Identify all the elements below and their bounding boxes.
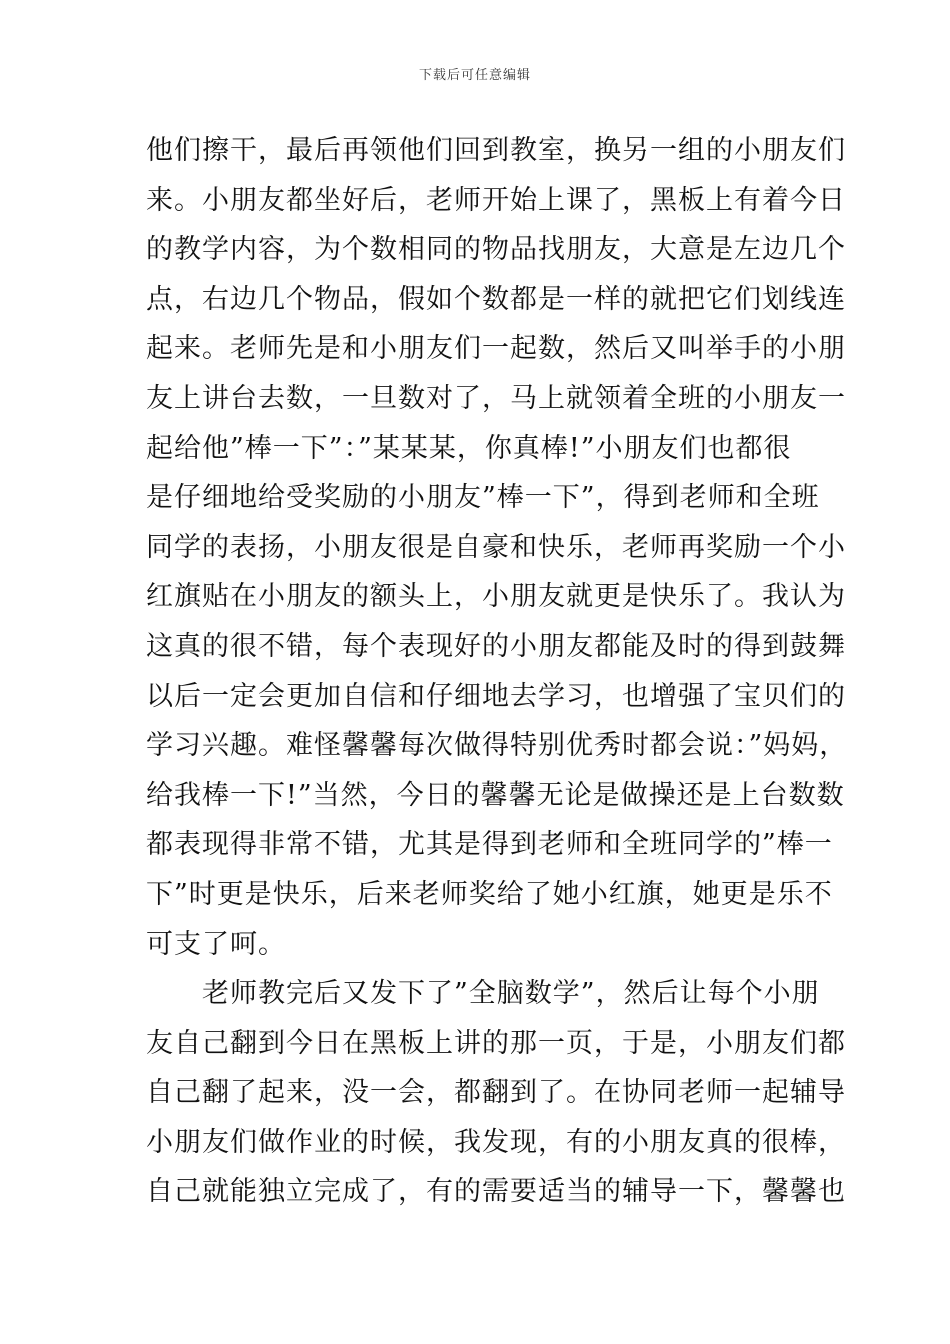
text-line: 友自己翻到今日在黑板上讲的那一页，于是，小朋友们都 <box>146 1027 846 1059</box>
text-line: 点，右边几个物品，假如个数都是一样的就把它们划线连 <box>146 283 846 315</box>
text-line: 学习兴趣。难怪馨馨每次做得特别优秀时都会说：”妈妈， <box>146 730 848 762</box>
text-line: 红旗贴在小朋友的额头上，小朋友就更是快乐了。我认为 <box>146 581 846 613</box>
text-line: 都表现得非常不错，尤其是得到老师和全班同学的”棒一 <box>146 829 833 861</box>
text-line: 小朋友们做作业的时候，我发现，有的小朋友真的很棒， <box>146 1126 846 1158</box>
text-line: 是仔细地给受奖励的小朋友”棒一下”，得到老师和全班 <box>146 482 820 514</box>
text-line: 的教学内容，为个数相同的物品找朋友，大意是左边几个 <box>146 234 846 266</box>
text-line: 这真的很不错，每个表现好的小朋友都能及时的得到鼓舞 <box>146 630 846 662</box>
page-header: 下载后可任意编辑 <box>418 68 531 83</box>
text-line: 友上讲台去数，一旦数对了，马上就领着全班的小朋友一 <box>146 382 846 414</box>
text-line: 来。小朋友都坐好后，老师开始上课了，黑板上有着今日 <box>146 184 846 216</box>
paragraph-2 <box>146 969 846 1217</box>
text-line: 起来。老师先是和小朋友们一起数，然后又叫举手的小朋 <box>146 333 846 365</box>
text-line: 下”时更是快乐，后来老师奖给了她小红旗，她更是乐不 <box>146 878 833 910</box>
text-line: 起给他”棒一下”：”某某某，你真棒!”小朋友们也都很 <box>146 432 792 464</box>
text-line: 自己翻了起来，没一会，都翻到了。在协同老师一起辅导 <box>146 1077 846 1109</box>
text-line: 可支了呵。 <box>146 928 286 960</box>
text-line: 同学的表扬，小朋友很是自豪和快乐，老师再奖励一个小 <box>146 531 846 563</box>
text-line: 他们擦干，最后再领他们回到教室，换另一组的小朋友们 <box>146 135 846 166</box>
text-line: 老师教完后又发下了”全脑数学”，然后让每个小朋 <box>202 978 820 1010</box>
document-body <box>146 126 848 1217</box>
text-line: 给我棒一下!”当然，今日的馨馨无论是做操还是上台数数 <box>146 779 845 811</box>
text-line: 以后一定会更加自信和仔细地去学习，也增强了宝贝们的 <box>146 680 846 712</box>
paragraph-1 <box>146 126 848 969</box>
text-line: 自己就能独立完成了，有的需要适当的辅导一下，馨馨也 <box>146 1176 846 1208</box>
